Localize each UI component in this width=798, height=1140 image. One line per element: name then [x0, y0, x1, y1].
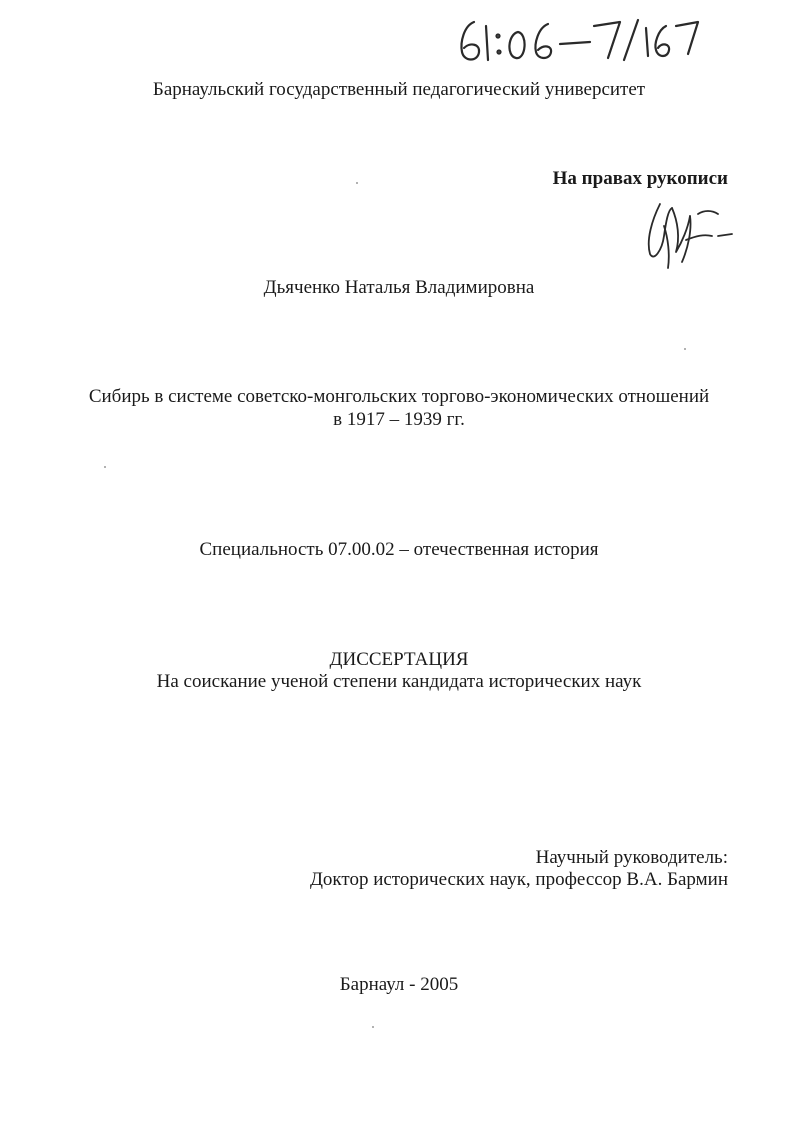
supervisor-name: Доктор исторических наук, профессор В.А. Бармин — [309, 869, 728, 890]
specialty-line: Специальность 07.00.02 – отечественная история — [199, 539, 599, 560]
author-name: Дьяченко Наталья Владимировна — [263, 277, 535, 298]
handwritten-archive-number — [452, 8, 702, 66]
scan-speck — [684, 348, 686, 350]
dissertation-title-line-2: в 1917 – 1939 гг. — [333, 409, 465, 430]
institution-name: Барнаульский государственный педагогический университет — [152, 79, 646, 100]
dissertation-title-line-1: Сибирь в системе советско-монгольских торгово-экономических отношений — [88, 386, 710, 407]
signature-icon — [638, 196, 738, 276]
scan-speck — [372, 1026, 374, 1028]
manuscript-rights-label: На правах рукописи — [552, 168, 728, 189]
supervisor-label: Научный руководитель: — [535, 847, 728, 868]
scan-speck — [356, 182, 358, 184]
place-and-year: Барнаул - 2005 — [339, 974, 459, 995]
degree-line: На соискание ученой степени кандидата исторических наук — [156, 671, 642, 692]
scan-speck — [104, 466, 106, 468]
work-type-heading: ДИССЕРТАЦИЯ — [329, 649, 469, 670]
